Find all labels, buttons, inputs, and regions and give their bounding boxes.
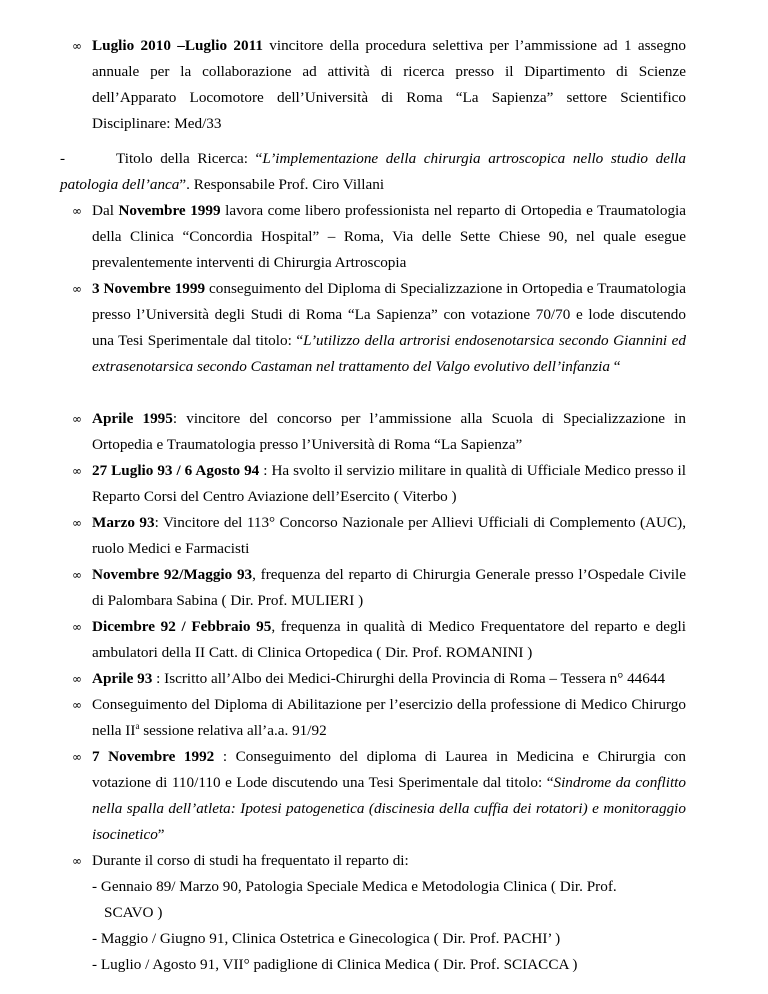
bullet-icon: ∞	[72, 516, 82, 530]
cv-entry-albo	[92, 666, 686, 692]
entry-date: Aprile 93	[92, 670, 153, 687]
bullet-icon: ∞	[72, 464, 82, 478]
entry-date: 27 Luglio 93 / 6 Agosto 94	[92, 462, 260, 479]
cv-entry-chirurgia-generale	[92, 562, 686, 614]
entry-date: Novembre 92/Maggio 93	[92, 566, 253, 583]
bullet-icon: ∞	[72, 698, 82, 712]
cv-entry-concorso-specializzazione	[92, 406, 686, 458]
sub-item-ostetrica	[92, 926, 686, 952]
entry-date: Marzo 93	[92, 514, 155, 531]
entry-date: 7 Novembre 1992	[92, 748, 215, 765]
entry-text: Durante il corso di studi ha frequentato il reparto di:	[92, 852, 409, 869]
superscript: a	[135, 720, 140, 731]
bullet-icon: ∞	[72, 568, 82, 582]
sub-item-line: - Gennaio 89/ Marzo 90, Patologia Speciale Medica e Metodologia Clinica ( Dir. Prof.	[92, 878, 617, 895]
entry-date: Dicembre 92 / Febbraio 95	[92, 618, 272, 635]
entry-text: Titolo della Ricerca: “	[116, 150, 263, 167]
sub-item-patologia	[92, 874, 686, 926]
bullet-icon: ∞	[72, 39, 82, 53]
sub-item-line: - Luglio / Agosto 91, VII° padiglione di Clinica Medica ( Dir. Prof. SCIACCA )	[92, 956, 578, 973]
entry-text: : Iscritto all’Albo dei Medici-Chirurghi della Provincia di Roma – Tessera n° 44644	[152, 670, 666, 687]
bullet-icon: ∞	[72, 412, 82, 426]
entry-date: 3 Novembre 1999	[92, 280, 206, 297]
research-title: L’implementazione della chirurgia artroscopica nello studio della patologia dell’anca	[60, 150, 686, 193]
bullet-icon: ∞	[72, 672, 82, 686]
entry-text: , frequenza del reparto di Chirurgia Generale presso l’Ospedale Civile di Palombara Sabina ( Dir. Prof. MULIERI )	[92, 566, 686, 609]
entry-text: “	[610, 358, 621, 375]
entry-text: , frequenza in qualità di Medico Frequentatore del reparto e degli ambulatori della II Catt. di Clinica Ortopedica ( Dir. Prof. ROMANINI )	[92, 618, 686, 661]
cv-entry-corso-studi	[92, 848, 686, 874]
entry-text: : Vincitore del 113° Concorso Nazionale per Allievi Ufficiali di Complemento (AUC), ruolo Medici e Farmacisti	[92, 514, 687, 557]
entry-date: Novembre 1999	[118, 202, 221, 219]
cv-entry-abilitazione	[92, 692, 686, 744]
bullet-icon: ∞	[72, 282, 82, 296]
entry-text: vincitore della procedura selettiva per l’ammissione ad 1 assegno annuale per la collaborazione ad attività di ricerca presso il Dipartimento di Scienze dell’Apparato Locomotore dell’Università di Roma “La Sapienza” settore Scientifico Disciplinare: Med/33	[92, 37, 686, 132]
entry-text: conseguimento del Diploma di Specializzazione in Ortopedia e Traumatologia presso l’Università degli Studi di Roma “La Sapienza” con votazione 70/70 e lode discutendo una Tesi Sperimentale dal titolo: “	[92, 280, 686, 349]
bullet-icon: ∞	[72, 750, 82, 764]
entry-text: : Conseguimento del diploma di Laurea in Medicina e Chirurgia con votazione di 110/110 e Lode discutendo una Tesi Sperimentale dal titolo: “	[92, 748, 686, 791]
cv-entry-clinica-ortopedica	[92, 614, 686, 666]
sub-item-line: SCAVO )	[104, 904, 163, 921]
cv-entry-servizio-militare	[92, 458, 686, 510]
thesis-title: Sindrome da conflitto nella spalla dell’atleta: Ipotesi patogenetica (discinesia della cuffia dei rotatori) e monitoraggio isocinetico	[92, 774, 686, 843]
entry-text: ”. Responsabile Prof. Ciro Villani	[179, 176, 385, 193]
entry-text: lavora come libero professionista nel reparto di Ortopedia e Traumatologia della Clinica “Concordia Hospital” – Roma, Via delle Sette Chiese 90, nel quale esegue prevalentemente interventi di Chirurgia Artroscopia	[92, 202, 687, 271]
bullet-icon: ∞	[72, 854, 82, 868]
sub-item-clinica-medica	[92, 952, 686, 978]
bullet-icon: ∞	[72, 204, 82, 218]
entry-text: Conseguimento del Diploma di Abilitazione per l’esercizio della professione di Medico Chirurgo nella II	[92, 696, 686, 739]
entry-text: sessione relativa all’a.a. 91/92	[139, 722, 327, 739]
cv-entry-titolo-ricerca	[60, 146, 686, 198]
thesis-title: L’utilizzo della artrorisi endosenotarsica secondo Giannini ed extrasenotarsica secondo Castaman nel trattamento del Valgo evolutivo dell’infanzia	[92, 332, 686, 375]
entry-text: ”	[157, 826, 165, 843]
cv-entry-laurea	[92, 744, 686, 848]
cv-entry-assegno	[92, 33, 686, 137]
bullet-icon: ∞	[72, 620, 82, 634]
entry-text: Dal	[92, 202, 119, 219]
cv-entry-concorso-auc	[92, 510, 686, 562]
sub-item-line: - Maggio / Giugno 91, Clinica Ostetrica e Ginecologica ( Dir. Prof. PACHI’ )	[92, 930, 561, 947]
cv-entry-concordia	[92, 198, 686, 276]
entry-date: Aprile 1995	[92, 410, 173, 427]
cv-entry-specializzazione	[92, 276, 686, 380]
entry-text: : vincitore del concorso per l’ammissione alla Scuola di Specializzazione in Ortopedia e Traumatologia presso l’Università di Roma “La Sapienza”	[92, 410, 686, 453]
entry-date: Luglio 2010 –Luglio 2011	[92, 37, 263, 54]
dash-marker: -	[60, 150, 66, 167]
entry-text: : Ha svolto il servizio militare in qualità di Ufficiale Medico presso il Reparto Corsi del Centro Aviazione dell’Esercito ( Viterbo )	[92, 462, 686, 505]
